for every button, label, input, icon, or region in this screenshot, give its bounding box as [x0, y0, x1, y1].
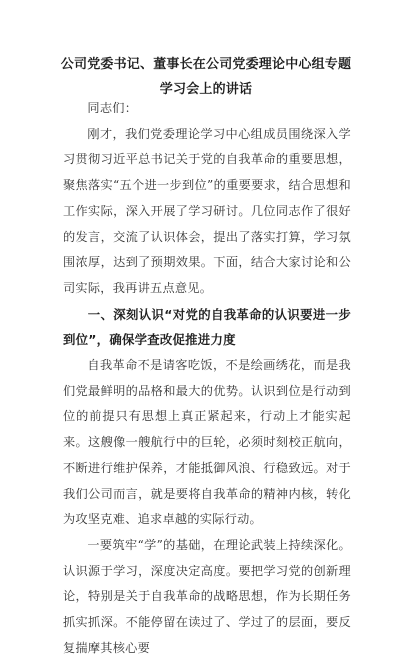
document-title: 公司党委书记、董事长在公司党委理论中心组专题学习会上的讲话 — [60, 57, 352, 97]
section-paragraph-2: 一要筑牢“学”的基础，在理论武装上持续深化。认识源于学习，深度决定高度。要把学习党的创新理论，特别是关于自我革命的战略思想，作为长期任务抓实抓深。不能停留在读过了、学过了的层面，要反复揣摩其核心要 — [63, 537, 351, 655]
section-paragraph-1: 自我革命不是请客吃饭，不是绘画绣花，而是我们党最鲜明的品格和最大的优势。认识到位是行动到位的前提只有思想上真正紧起来，行动上才能实起来。这艘像一艘航行中的巨轮，必须时刻校正航向，不断进行维护保养，才能抵御风浪、行稳致远。对于我们公司而言，就是要将自我革命的精神内核，转化为攻坚克难、追求卓越的实际行动。 — [63, 358, 351, 527]
section-heading: 一、深刻认识“对党的自我革命的认识要进一步到位”，确保学查改促推进力度 — [63, 306, 351, 348]
document-body — [63, 96, 351, 661]
salutation: 同志们： — [87, 101, 138, 115]
intro-paragraph: 刚才，我们党委理论学习中心组成员围绕深入学习贯彻习近平总书记关于党的自我革命的重要思想，聚焦落实“五个进一步到位”的重要要求，结合思想和工作实际，深入开展了学习研讨。几位同志作了很好的发言，交流了认识体会，提出了落实打算，学习氛围浓厚，达到了预期效果。下面，结合大家讨论和公司实际，我再讲五点意见。 — [63, 126, 351, 295]
